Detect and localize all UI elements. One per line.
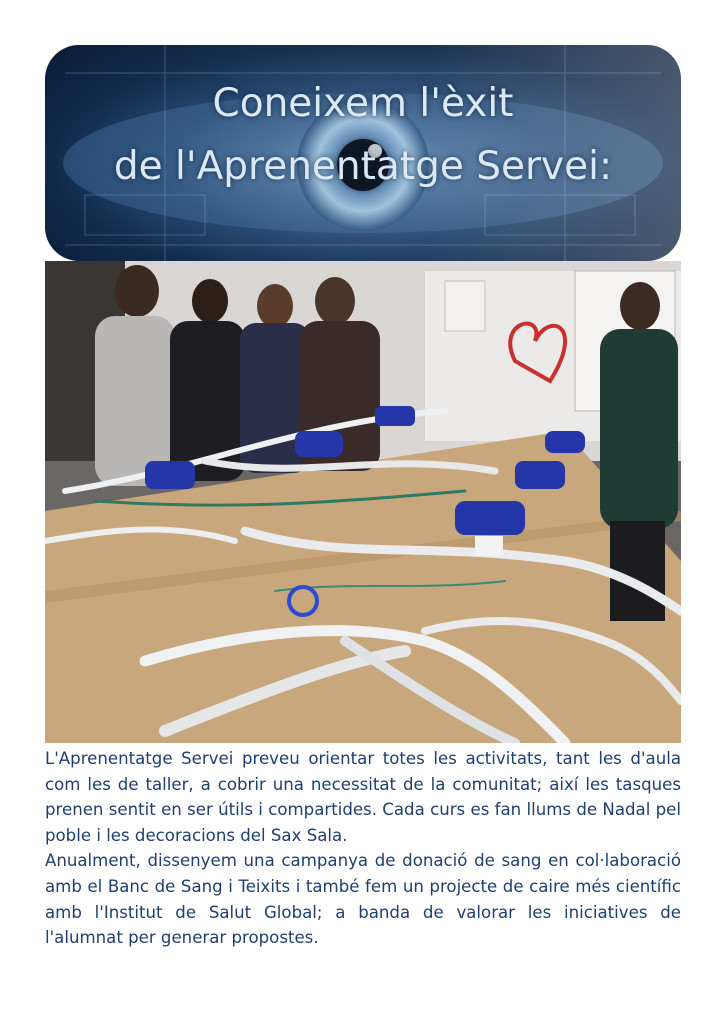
paragraph-1: L'Aprenentatge Servei preveu orientar totes les activitats, tant les d'aula com les de taller, a cobrir una necessitat de la comunitat; així les tasques prenen sentit en ser útils i compartides. Cada curs es fan llums de Nadal pel poble i les decoracions del Sax Sala. [45,749,681,845]
workshop-photo [45,261,681,743]
banner-title-line2: de l'Aprenentatge Servei: [113,144,613,189]
banner-title-line1: Coneixem l'èxit [212,81,514,126]
header-banner [45,45,681,261]
body-text [45,746,681,951]
paragraph-2: Anualment, dissenyem una campanya de donació de sang en col·laboració amb el Banc de Sang i Teixits i també fem un projecte de caire més científic amb l'Institut de Salut Global; a banda de valorar les iniciatives de l'alumnat per generar propostes. [45,851,681,948]
